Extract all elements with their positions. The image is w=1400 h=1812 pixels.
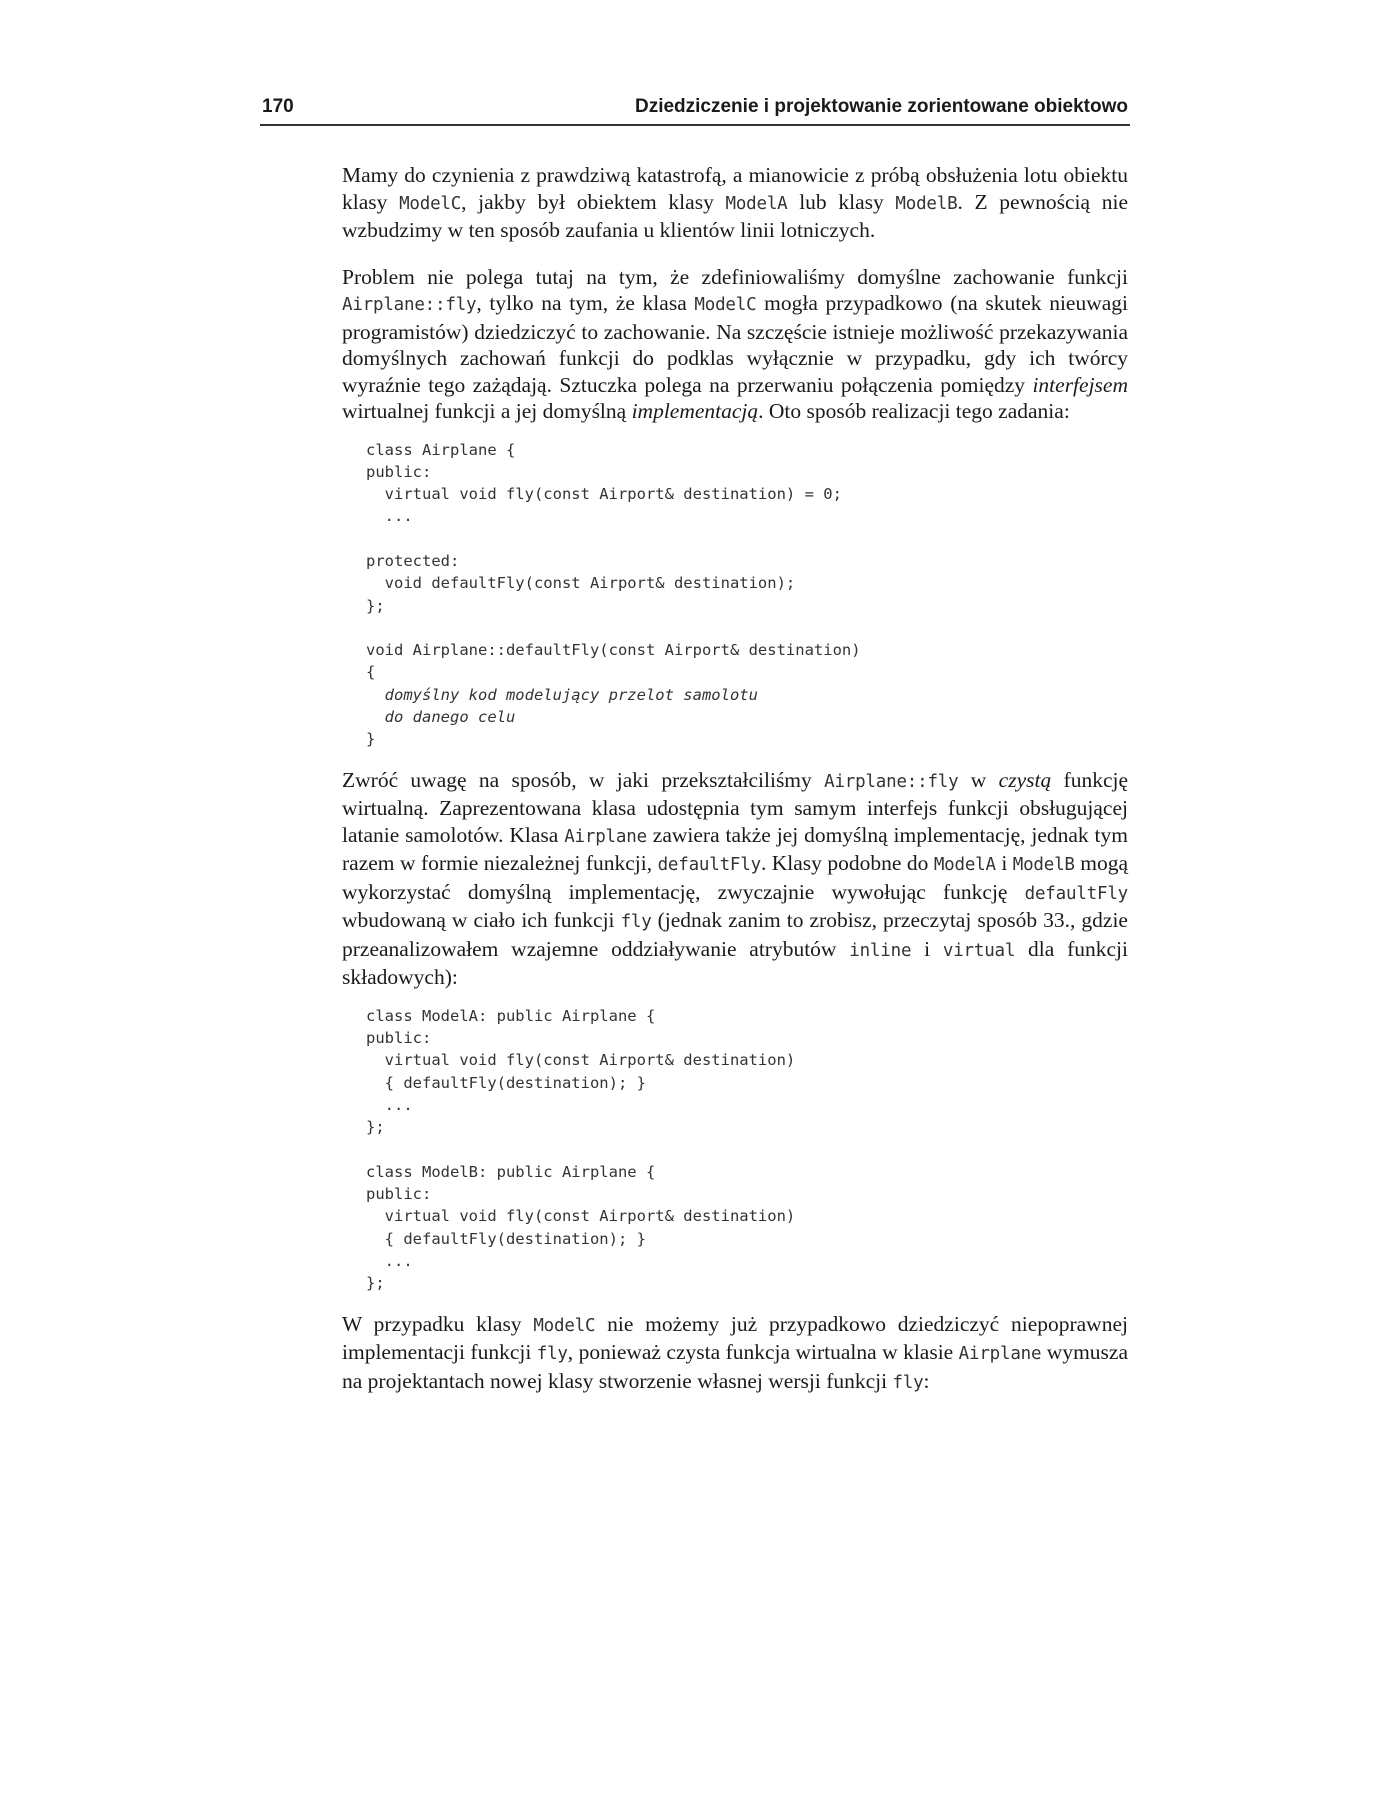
code-line: void Airplane::defaultFly(const Airport& destination) xyxy=(366,641,861,660)
text-run: lub klasy xyxy=(787,189,896,214)
text-run: . Z pewnością nie wzbudzimy w ten sposób zaufania u klientów linii lotniczych. xyxy=(342,189,1128,242)
page-body xyxy=(342,162,1128,1416)
code-line: virtual void fly(const Airport& destination) = 0; xyxy=(366,485,842,504)
text-run: : xyxy=(923,1368,930,1393)
text-run: mogą wykorzystać domyślną implementację, zwyczajnie wywołując funkcję xyxy=(342,851,1128,904)
code-line: class Airplane { xyxy=(366,440,516,459)
code-line: ... xyxy=(366,1251,413,1270)
inline-code: defaultFly xyxy=(657,855,761,876)
emphasis-text: implementacją xyxy=(631,399,759,423)
inline-code: fly xyxy=(620,912,652,933)
text-run: dla funkcji składowych): xyxy=(342,936,1128,990)
inline-code: fly xyxy=(536,1344,568,1365)
inline-code: Airplane::fly xyxy=(342,295,477,315)
code-line: class ModelA: public Airplane { xyxy=(366,1006,656,1025)
code-line: protected: xyxy=(366,551,460,570)
text-run: Mamy do czynienia z prawdziwą katastrofą, a mianowicie z próbą obsłużenia lotu obiektu klasy xyxy=(342,163,1128,214)
inline-code: Airplane xyxy=(958,1344,1042,1365)
code-line: }; xyxy=(366,1118,385,1137)
text-run: wirtualnej funkcji a jej domyślną xyxy=(342,399,632,423)
inline-code: ModelC xyxy=(399,193,462,214)
code-line: { xyxy=(366,663,376,682)
code-line: public: xyxy=(366,462,432,481)
code-comment-line: domyślny kod modelujący przelot samolotu xyxy=(366,685,758,704)
code-line: }; xyxy=(366,1274,385,1293)
inline-code: ModelC xyxy=(533,1315,596,1336)
code-line: class ModelB: public Airplane { xyxy=(366,1162,656,1181)
paragraph xyxy=(342,162,1128,244)
page-header xyxy=(260,96,1130,126)
text-run: , tylko na tym, że klasa xyxy=(476,291,695,315)
emphasis-text: interfejsem xyxy=(1032,372,1128,397)
emphasis-text: czystą xyxy=(998,767,1052,792)
code-line: public: xyxy=(366,1028,432,1047)
code-line: virtual void fly(const Airport& destination) xyxy=(366,1207,796,1226)
inline-code: ModelB xyxy=(1012,855,1075,876)
code-block xyxy=(366,1005,1128,1295)
paragraph xyxy=(342,767,1128,991)
text-run: Zwróć uwagę na sposób, w jaki przekształciliśmy xyxy=(342,767,825,792)
text-run: W przypadku klasy xyxy=(342,1311,534,1336)
text-run: wymusza na projektantach nowej klasy stworzenie własnej wersji funkcji xyxy=(342,1340,1129,1393)
code-comment-line: do danego celu xyxy=(366,708,516,727)
text-run: . Klasy podobne do xyxy=(760,851,934,876)
text-run: . Oto sposób realizacji tego zadania: xyxy=(758,399,1070,423)
page-number: 170 xyxy=(262,96,294,117)
code-line: } xyxy=(366,730,376,749)
inline-code: defaultFly xyxy=(1024,883,1128,904)
inline-code: Airplane xyxy=(564,826,647,847)
inline-code: fly xyxy=(892,1372,924,1393)
inline-code: ModelC xyxy=(694,295,757,315)
text-run: , ponieważ czysta funkcja wirtualna w klasie xyxy=(567,1340,959,1365)
text-run: i xyxy=(911,936,943,961)
running-title: Dziedziczenie i projektowanie zorientowane obiektowo xyxy=(634,96,1128,117)
text-run: funkcję wirtualną. Zaprezentowana klasa udostępnia tym samym interfejs funkcji obsługującej latanie samolotów. Klasa xyxy=(342,767,1129,847)
text-run: w xyxy=(958,767,999,792)
text-run: , jakby był obiektem klasy xyxy=(461,189,726,214)
text-run: wbudowaną w ciało ich funkcji xyxy=(342,908,621,933)
inline-code: ModelB xyxy=(895,193,958,214)
text-run: (jednak zanim to zrobisz, przeczytaj sposób 33., gdzie przeanalizowałem wzajemne oddziaływanie atrybutów xyxy=(342,908,1128,961)
code-line: virtual void fly(const Airport& destination) xyxy=(366,1051,796,1070)
text-run: nie możemy już przypadkowo dziedziczyć niepoprawnej implementacji funkcji xyxy=(342,1311,1128,1365)
paragraph xyxy=(342,1311,1128,1397)
inline-code: ModelA xyxy=(933,855,996,876)
code-line: void defaultFly(const Airport& destination); xyxy=(366,574,796,593)
code-line: public: xyxy=(366,1185,432,1204)
inline-code: virtual xyxy=(942,940,1016,961)
code-line: { defaultFly(destination); } xyxy=(366,1073,646,1092)
code-block xyxy=(366,439,1128,751)
text-run: zawiera także jej domyślną implementację, jednak tym razem w formie niezależnej funkcji, xyxy=(342,822,1128,876)
paragraph xyxy=(342,264,1128,425)
text-run: i xyxy=(995,851,1013,876)
text-run: mogła przypadkowo (na skutek nieuwagi programistów) dziedziczyć to zachowanie. Na szczęście istnieje możliwość przekazywania domyślnych zachowań funkcji do podklas wyłącznie w przypadku, gdy ich twórcy wyraźnie tego zażądają. Sztuczka polega na przerwaniu połączenia pomiędzy xyxy=(342,291,1129,397)
code-line xyxy=(366,528,1128,550)
code-line xyxy=(366,1138,1128,1160)
inline-code: Airplane::fly xyxy=(824,771,959,792)
code-line xyxy=(366,617,1128,639)
inline-code: ModelA xyxy=(725,193,788,214)
inline-code: inline xyxy=(849,940,912,961)
code-line: ... xyxy=(366,507,413,526)
code-line: ... xyxy=(366,1095,413,1114)
code-line: { defaultFly(destination); } xyxy=(366,1229,646,1248)
text-run: Problem nie polega tutaj na tym, że zdefiniowaliśmy domyślne zachowanie funkcji xyxy=(342,264,1128,289)
code-line: }; xyxy=(366,596,385,615)
